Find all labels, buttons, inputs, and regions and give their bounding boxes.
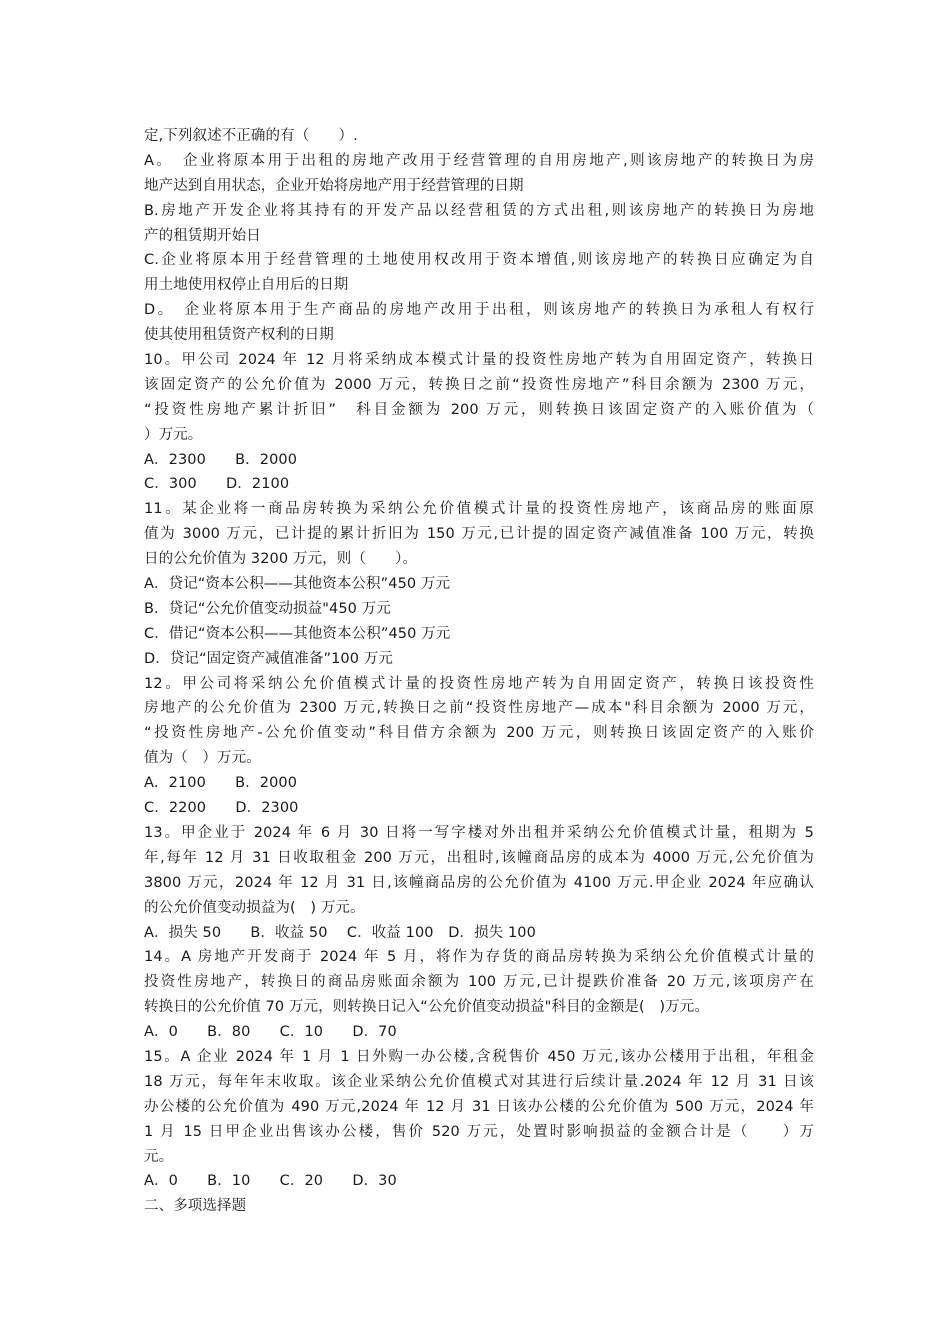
text-line: 办公楼的公允价值为 490 万元,2024 年 12 月 31 日该办公楼的公允价值为 500 万元，2024 年 [144,1098,814,1115]
text-line: 12。甲公司将采纳公允价值模式计量的投资性房地产转为自用固定资产，转换日该投资性 [144,675,814,692]
text-line: 日的公允价值为 3200 万元，则（ ）。 [144,551,418,568]
text-line: 1 月 15 日甲企业出售该办公楼，售价 520 万元，处置时影响损益的金额合计是（ ）万 [144,1123,814,1140]
text-line: 18 万元，每年年末收取。该企业采纳公允价值模式对其进行后续计量.2024 年 12 月 31 日该 [144,1073,814,1090]
text-line: 产的租赁期开始日 [144,227,261,244]
text-line: 投资性房地产，转换日的商品房账面余额为 100 万元,已计提跌价准备 20 万元,该项房产在 [144,974,814,991]
text-line: 14。A 房地产开发商于 2024 年 5 月，将作为存货的商品房转换为采纳公允价值模式计量的 [144,949,814,966]
text-line: C．借记“资本公积——其他资本公积”450 万元 [144,625,451,642]
text-line: C．300 D．2100 [144,476,290,493]
text-line: ）万元。 [144,426,203,443]
text-line: 10。甲公司 2024 年 12 月将采纳成本模式计量的投资性房地产转为自用固定资产，转换日 [144,352,814,369]
text-line: 转换日的公允价值 70 万元，则转换日记入“公允价值变动损益"科目的金额是( )万元。 [144,999,709,1016]
text-line: A．0 B．10 C．20 D．30 [144,1173,397,1190]
text-line: 的公允价值变动损益为( ) 万元。 [144,899,365,916]
text-line: 地产达到自用状态，企业开始将房地产用于经营管理的日期 [144,177,524,194]
text-line: 值为（ ）万元。 [144,750,261,767]
text-line: A．损失 50 B．收益 50 C．收益 100 D．损失 100 [144,924,536,941]
text-line: A．2100 B．2000 [144,775,298,792]
text-line: C.企业将原本用于经营管理的土地使用权改用于资本增值,则该房地产的转换日应确定为自 [144,252,814,269]
section-heading: 二、多项选择题 [144,1198,247,1215]
text-line: C．2200 D．2300 [144,800,299,817]
text-line: 15。A 企业 2024 年 1 月 1 日外购一办公楼,含税售价 450 万元,该办公楼用于出租，年租金 [144,1048,814,1065]
text-line: 元。 [144,1148,174,1165]
text-line: “投资性房地产-公允价值变动”科目借方余额为 200 万元，则转换日该固定资产的入账价 [144,725,814,742]
text-line: A。 企业将原本用于出租的房地产改用于经营管理的自用房地产,则该房地产的转换日为房 [144,152,814,169]
text-line: 该固定资产的公允价值为 2000 万元，转换日之前“投资性房地产”科目余额为 2300 万元， [144,376,814,393]
text-line: 使其使用租赁资产权利的日期 [144,327,334,344]
text-line: 年,每年 12 月 31 日收取租金 200 万元，出租时,该幢商品房的成本为 4000 万元,公允价值为 [144,849,814,866]
text-line: B.房地产开发企业将其持有的开发产品以经营租赁的方式出租,则该房地产的转换日为房地 [144,202,814,219]
text-line: B．贷记“公允价值变动损益"450 万元 [144,600,391,617]
text-line: 11。某企业将一商品房转换为采纳公允价值模式计量的投资性房地产，该商品房的账面原 [144,501,814,518]
text-line: 13。甲企业于 2024 年 6 月 30 日将一写字楼对外出租并采纳公允价值模式计量，租期为 5 [144,824,814,841]
text-line: 值为 3000 万元，已计提的累计折旧为 150 万元,已计提的固定资产减值准备 100 万元，转换 [144,526,814,543]
text-line: A．贷记“资本公积——其他资本公积”450 万元 [144,576,451,593]
document-body [144,124,814,1219]
text-line: 用土地使用权停止自用后的日期 [144,277,349,294]
text-line: D。 企业将原本用于生产商品的房地产改用于出租，则该房地产的转换日为承租人有权行 [144,302,814,319]
text-line: A．2300 B．2000 [144,451,298,468]
text-line: 房地产的公允价值为 2300 万元,转换日之前“投资性房地产—成本"科目余额为 2000 万元， [144,700,814,717]
text-line: “投资性房地产累计折旧” 科目金额为 200 万元，则转换日该固定资产的入账价值为（ [144,401,814,418]
text-line: D．贷记“固定资产减值准备”100 万元 [144,650,393,667]
text-line: A．0 B．80 C．10 D．70 [144,1024,397,1041]
text-line: 定,下列叙述不正确的有（ ）. [144,128,358,144]
text-line: 3800 万元，2024 年 12 月 31 日,该幢商品房的公允价值为 4100 万元.甲企业 2024 年应确认 [144,874,814,891]
